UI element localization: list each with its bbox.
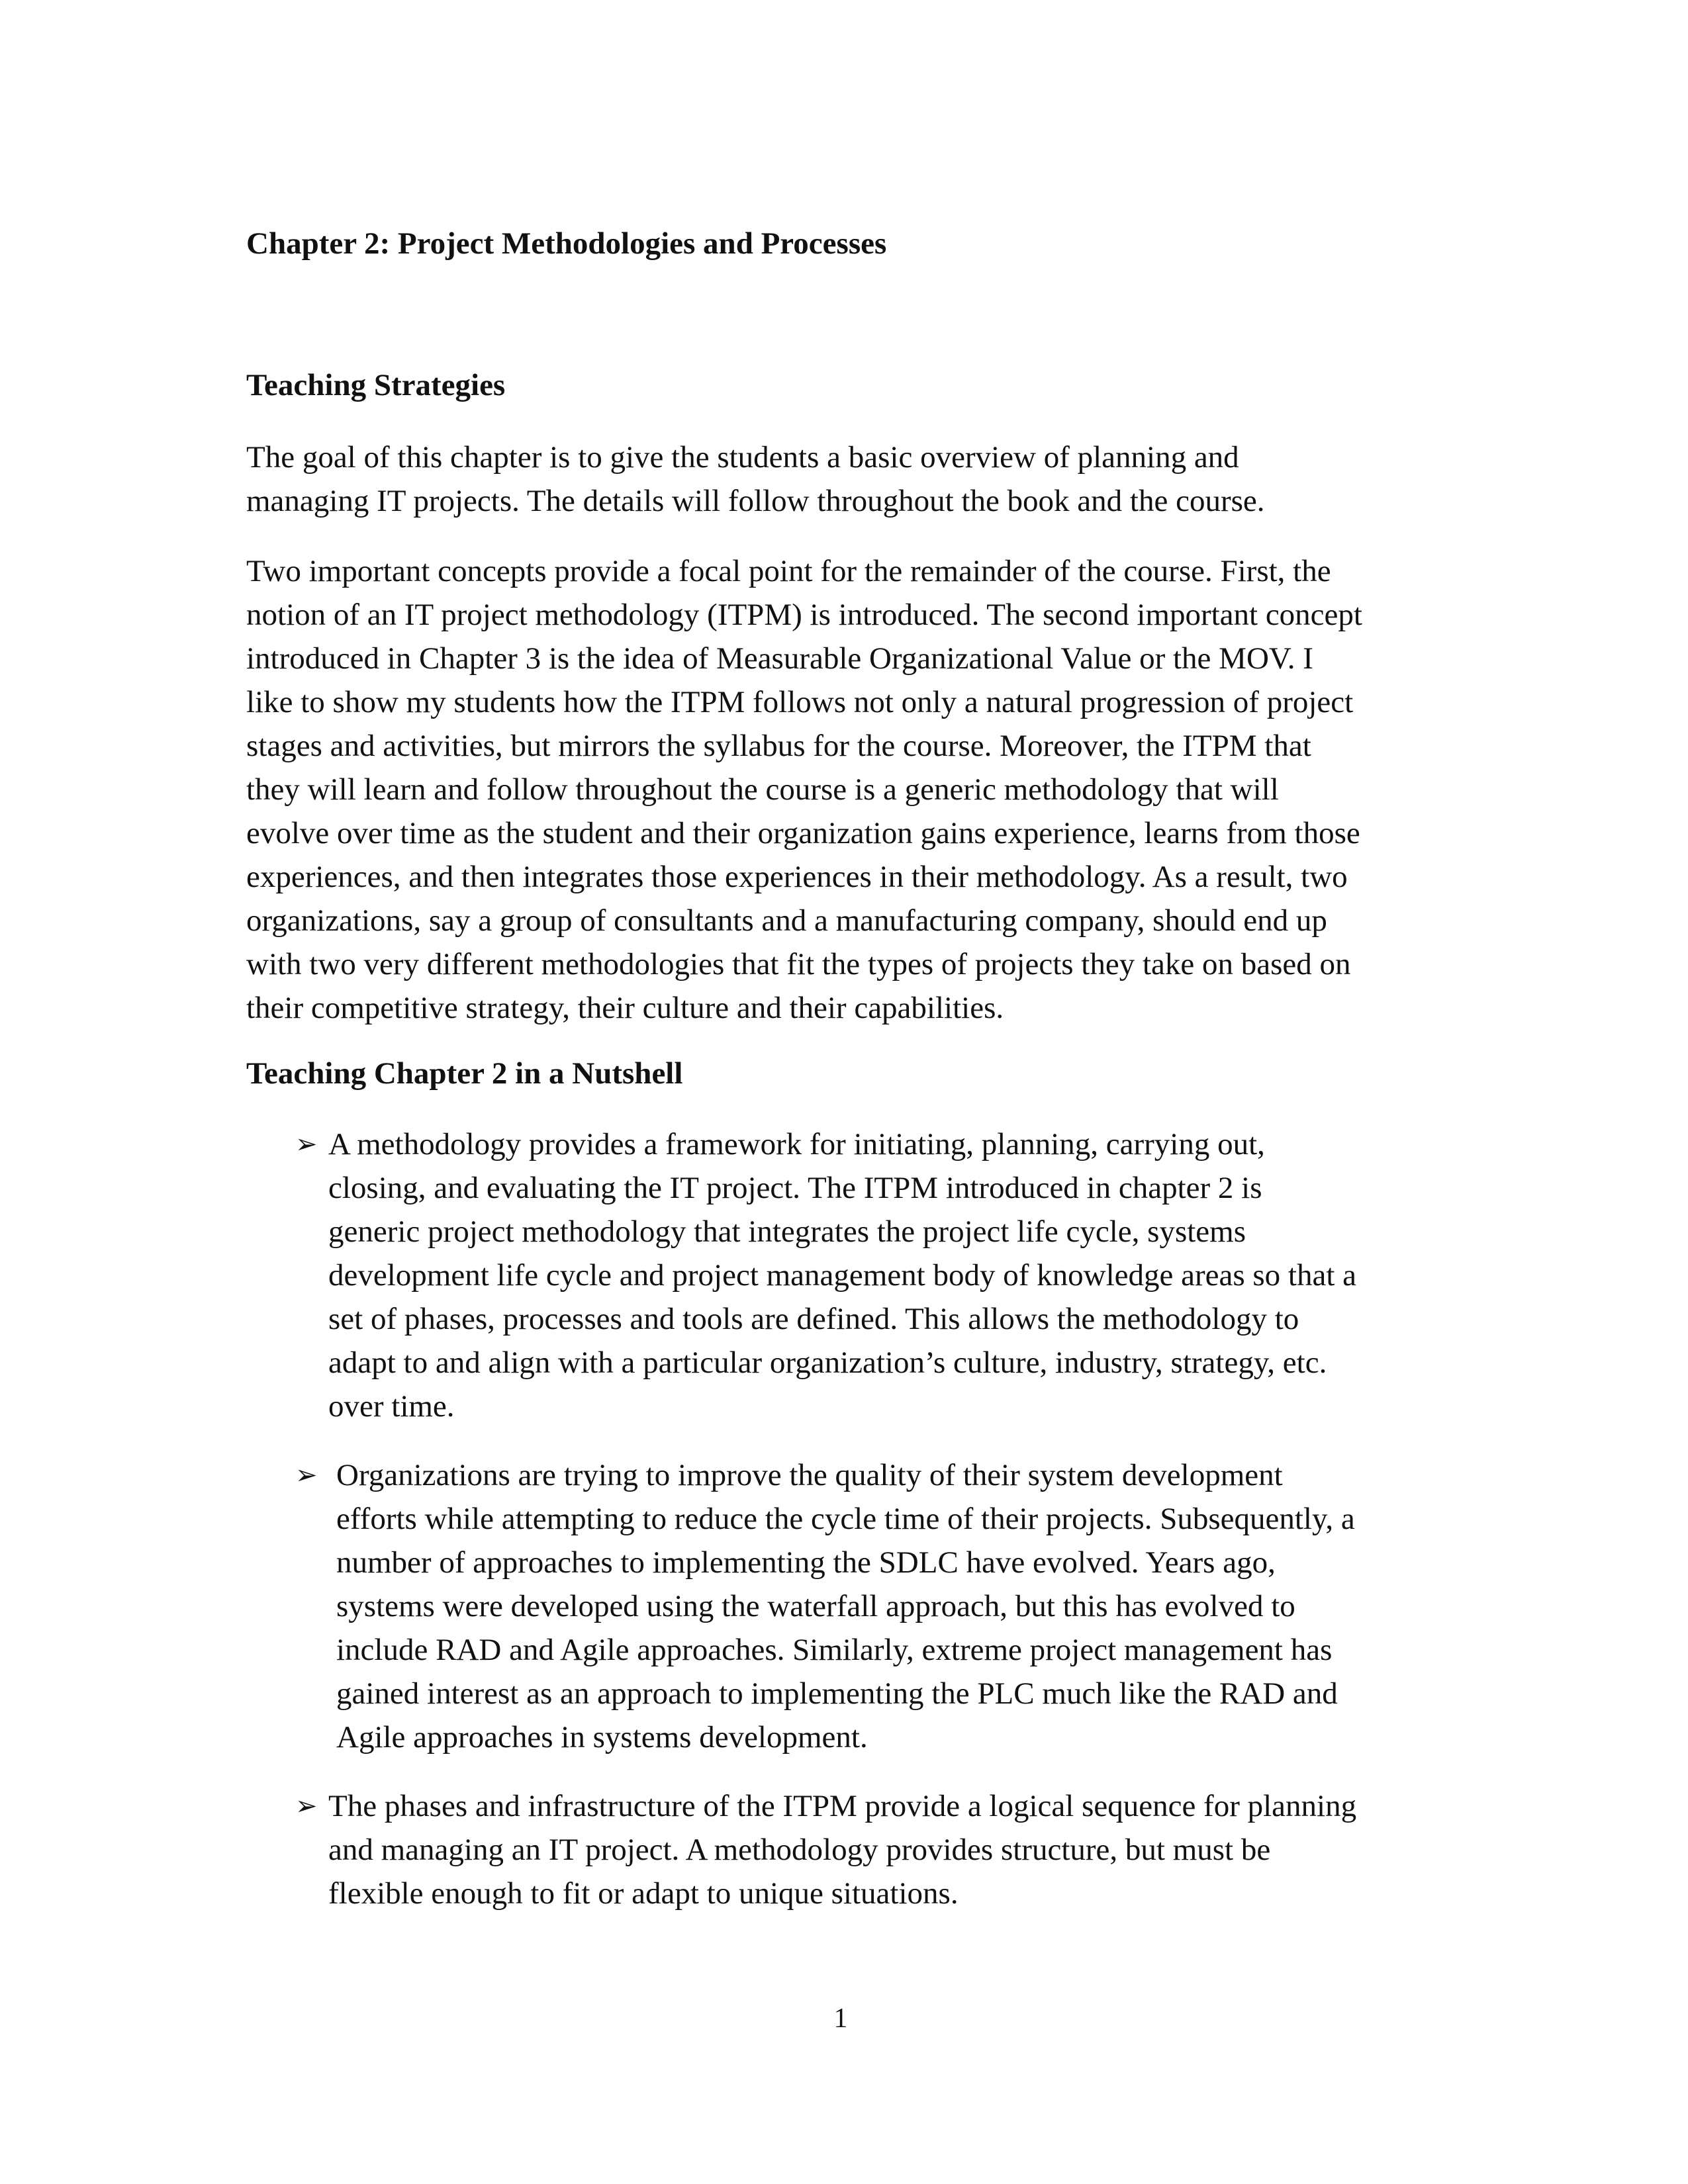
paragraph-line: introduced in Chapter 3 is the idea of Measurable Organizational Value or the MOV. I [246,641,1313,676]
paragraph-line: like to show my students how the ITPM follows not only a natural progression of project [246,685,1354,719]
bullet-item-methodology [295,1122,1460,1428]
paragraph-line: notion of an IT project methodology (ITPM) is introduced. The second important concept [246,598,1362,632]
arrowhead-bullet-icon: ➢ [295,1460,318,1490]
bullet-line: closing, and evaluating the IT project. The ITPM introduced in chapter 2 is [328,1171,1262,1205]
bullet-line: include RAD and Agile approaches. Similarly, extreme project management has [336,1633,1333,1667]
paragraph-line: managing IT projects. The details will follow throughout the book and the course. [246,484,1265,518]
bullet-line: generic project methodology that integrates the project life cycle, systems [328,1214,1246,1249]
paragraph-line: stages and activities, but mirrors the syllabus for the course. Moreover, the ITPM that [246,729,1311,763]
paragraph-line: organizations, say a group of consultants and a manufacturing company, should end up [246,903,1327,938]
paragraph-line: Two important concepts provide a focal point for the remainder of the course. First, the [246,554,1331,588]
bullet-line: Agile approaches in systems development. [336,1720,868,1754]
arrowhead-bullet-icon: ➢ [295,1129,318,1160]
bullet-line: gained interest as an approach to implementing the PLC much like the RAD and [336,1676,1338,1711]
paragraph-line: evolve over time as the student and their organization gains experience, learns from those [246,816,1360,850]
bullet-line: over time. [328,1389,455,1424]
page-number: 1 [833,2003,848,2034]
paragraph-goal [246,435,1451,523]
paragraph-concepts [246,549,1451,1030]
section-heading-teaching-strategies: Teaching Strategies [246,368,506,402]
bullet-line: Organizations are trying to improve the quality of their system development [336,1458,1283,1492]
paragraph-line: their competitive strategy, their culture and their capabilities. [246,991,1004,1025]
bullet-line: set of phases, processes and tools are defined. This allows the methodology to [328,1302,1299,1336]
bullet-line: efforts while attempting to reduce the cycle time of their projects. Subsequently, a [336,1502,1355,1536]
paragraph-line: they will learn and follow throughout the course is a generic methodology that will [246,772,1279,807]
bullet-line: and managing an IT project. A methodology provides structure, but must be [328,1833,1271,1867]
paragraph-line: The goal of this chapter is to give the students a basic overview of planning and [246,440,1239,475]
bullet-line: systems were developed using the waterfall approach, but this has evolved to [336,1589,1295,1623]
bullet-line: The phases and infrastructure of the ITPM provide a logical sequence for planning [328,1789,1357,1823]
paragraph-line: with two very different methodologies that fit the types of projects they take on based on [246,947,1351,981]
bullet-line: number of approaches to implementing the SDLC have evolved. Years ago, [336,1545,1276,1580]
bullet-line: A methodology provides a framework for initiating, planning, carrying out, [328,1127,1265,1161]
paragraph-line: experiences, and then integrates those experiences in their methodology. As a result, two [246,860,1348,894]
chapter-title: Chapter 2: Project Methodologies and Processes [246,226,887,261]
bullet-line: flexible enough to fit or adapt to unique situations. [328,1876,959,1911]
section-heading-nutshell: Teaching Chapter 2 in a Nutshell [246,1056,683,1091]
arrowhead-bullet-icon: ➢ [295,1791,318,1821]
bullet-item-phases [295,1784,1460,1915]
bullet-line: adapt to and align with a particular organization’s culture, industry, strategy, etc. [328,1345,1327,1380]
bullet-item-organizations [295,1453,1460,1759]
bullet-line: development life cycle and project management body of knowledge areas so that a [328,1258,1357,1293]
